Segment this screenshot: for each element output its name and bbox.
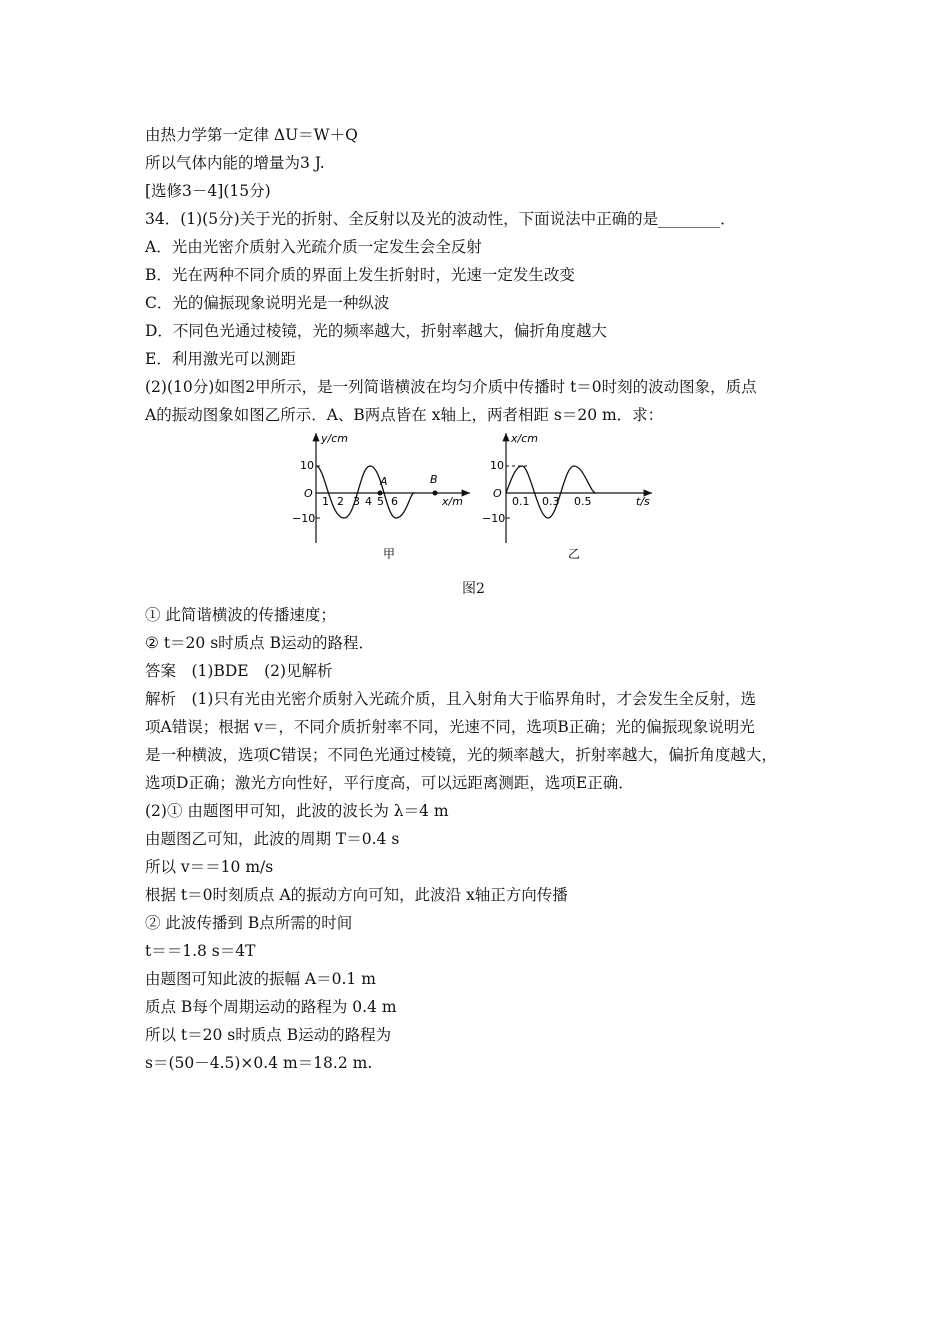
option-a: A．光由光密介质射入光疏介质一定发生会全反射 [145, 238, 482, 256]
x-tick-label: 0.1 [512, 495, 530, 508]
solution-line: 所以 t＝20 s时质点 B运动的路程为 [145, 1026, 392, 1044]
x-tick-label: 3 [353, 495, 360, 508]
vibration-curve [506, 466, 596, 518]
x-tick-label: 5 [377, 495, 384, 508]
x-tick-label: 1 [322, 495, 329, 508]
sub-caption-right: 乙 [568, 547, 581, 561]
y-axis-label: y/cm [321, 432, 348, 445]
x-tick-label: 0.3 [542, 495, 560, 508]
origin-label: O [493, 487, 502, 500]
y-axis-label: x/cm [511, 432, 538, 445]
wave-graph-right [482, 432, 652, 543]
text-line: 所以气体内能的增量为3 J. [145, 154, 325, 172]
point-b-label: B [430, 473, 438, 486]
y-tick-label: 10 [300, 459, 314, 472]
analysis-line: 选项D正确；激光方向性好，平行度高，可以远距离测距，选项E正确． [145, 774, 634, 792]
analysis-line: 是一种横波，选项C错误；不同色光通过棱镜，光的频率越大，折射率越大，偏折角度越大， [145, 746, 777, 764]
solution-line: 质点 B每个周期运动的路程为 0.4 m [145, 998, 397, 1016]
analysis-line: 解析 (1)只有光由光密介质射入光疏介质，且入射角大于临界角时，才会发生全反射，选 [145, 690, 756, 708]
y-tick-label: −10 [482, 512, 506, 525]
wave-curve [316, 466, 414, 518]
solution-line: 由题图可知此波的振幅 A＝0.1 m [145, 970, 376, 988]
question-part-2-cont: A的振动图象如图乙所示．A、B两点皆在 x轴上，两者相距 s＝20 m．求： [145, 406, 664, 424]
analysis-line: 项A错误；根据 v＝，不同介质折射率不同，光速不同，选项B正确；光的偏振现象说明光 [145, 718, 755, 736]
solution-line: s＝(50－4.5)×0.4 m＝18.2 m. [145, 1054, 373, 1072]
x-tick-label: 4 [365, 495, 372, 508]
origin-label: O [304, 487, 313, 500]
solution-line: (2)① 由题图甲可知，此波的波长为 λ＝4 m [145, 802, 449, 820]
solution-line: 由题图乙可知，此波的周期 T＝0.4 s [145, 830, 400, 848]
point-a [378, 491, 383, 496]
question-part-2: (2)(10分)如图2甲所示，是一列简谐横波在均匀介质中传播时 t＝0时刻的波动图象，质点 [145, 378, 757, 396]
figure-caption: 图2 [462, 581, 485, 597]
section-heading: [选修3－4](15分) [145, 182, 271, 200]
solution-line: 所以 v＝＝10 m/s [145, 858, 274, 876]
wave-graph-left [292, 432, 470, 543]
y-tick-label: −10 [292, 512, 316, 525]
sub-question-1: ① 此简谐横波的传播速度； [145, 606, 336, 624]
question-stem: 34．(1)(5分)关于光的折射、全反射以及光的波动性，下面说法中正确的是________． [145, 210, 736, 228]
x-tick-label: 0.5 [574, 495, 592, 508]
x-tick-label: 2 [337, 495, 344, 508]
option-c: C．光的偏振现象说明光是一种纵波 [145, 294, 390, 312]
y-tick-label: 10 [490, 459, 504, 472]
x-axis-label: x/m [442, 495, 463, 508]
solution-line: 根据 t＝0时刻质点 A的振动方向可知，此波沿 x轴正方向传播 [145, 886, 568, 904]
point-b [433, 491, 438, 496]
x-axis-label: t/s [636, 495, 650, 508]
option-e: E．利用激光可以测距 [145, 350, 296, 368]
wave-figure [280, 425, 670, 570]
option-d: D．不同色光通过棱镜，光的频率越大，折射率越大，偏折角度越大 [145, 322, 607, 340]
x-tick-label: 6 [391, 495, 398, 508]
solution-line: ② 此波传播到 B点所需的时间 [145, 914, 353, 932]
sub-caption-left: 甲 [383, 547, 396, 561]
solution-line: t＝＝1.8 s＝4T [145, 942, 256, 960]
answer-line: 答案 (1)BDE (2)见解析 [145, 662, 333, 680]
text-line: 由热力学第一定律 ΔU＝W＋Q [145, 126, 358, 144]
point-a-label: A [380, 475, 388, 488]
sub-question-2: ② t＝20 s时质点 B运动的路程． [145, 634, 374, 652]
option-b: B．光在两种不同介质的界面上发生折射时，光速一定发生改变 [145, 266, 575, 284]
